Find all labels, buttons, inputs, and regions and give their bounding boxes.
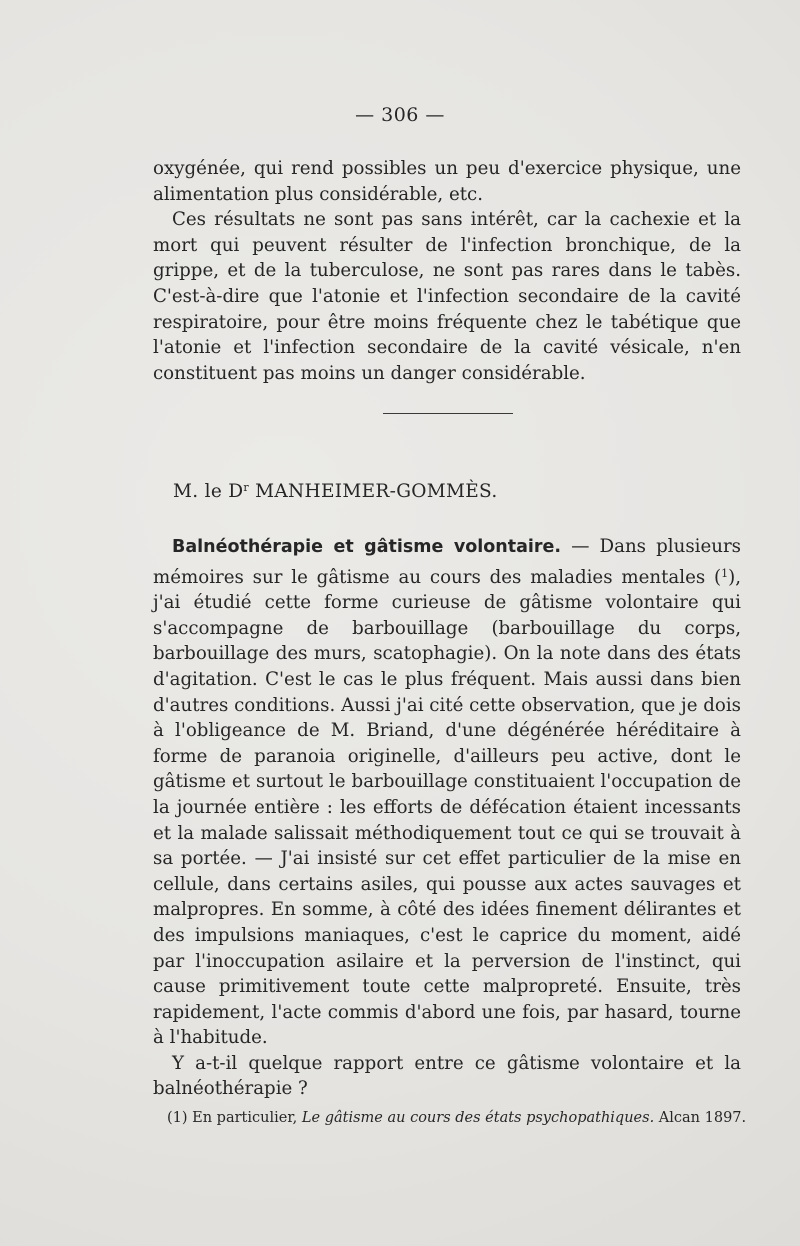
section-text-before-note: — Dans plusieurs mémoires sur le gâtisme au cours des maladies mentales (	[153, 536, 741, 588]
footnote	[167, 1108, 747, 1128]
section-divider	[383, 413, 513, 414]
continued-text-block	[153, 156, 741, 386]
paragraph-results: Ces résultats ne sont pas sans intérêt, car la cachexie et la mort qui peuvent résulter de l'infection bronchique, de la grippe, et de la tuberculose, ne sont pas rares dans le tabès. C'est-à-dire que l'atonie et l'infection secondaire de la cavité respiratoire, pour être moins fréquente chez le tabétique que l'atonie et l'infection secondaire de la cavité vésicale, n'en constituent pas moins un danger considérable.	[153, 209, 741, 384]
author-name: MANHEIMER-GOMMÈS.	[248, 481, 498, 502]
section-text-after-note: ), j'ai étudié cette forme curieuse de gâtisme volontaire qui s'accompagne de barbouillage (barbouillage du corps, barbouillage des murs, scatophagie). On la note dans des états d'agitation. C'est le cas le plus fréquent. Mais aussi dans bien d'autres conditions. Aussi j'ai cité cette observation, que je dois à l'obligeance de M. Briand, d'une dégénérée héréditaire à forme de paranoia originelle, d'ailleurs peu active, dont le gâtisme et surtout le barbouillage constituaient l'occupation de la journée entière : les efforts de défécation étaient incessants et la malade salissait méthodiquement tout ce qui se trouvait à sa portée. — J'ai insisté sur cet effet particulier de la mise en cellule, dans certains asiles, qui pousse aux actes sauvages et malpropres. En somme, à côté des idées finement délirantes et des impulsions maniaques, c'est le caprice du moment, aidé par l'inoccupation asilaire et la perversion de l'instinct, qui cause primitivement toute cette malpropreté. Ensuite, très rapidement, l'acte commis d'abord une fois, par hasard, tourne à l'habitude.	[153, 566, 741, 1049]
page-number: — 306 —	[355, 104, 445, 126]
section-text-block	[153, 534, 741, 1102]
author-prefix: M. le D	[173, 481, 244, 502]
footnote-title: Le gâtisme au cours des états psychopathiques.	[301, 1110, 655, 1126]
author-superscript: r	[243, 481, 249, 494]
paragraph-continued: oxygénée, qui rend possibles un peu d'exercice physique, une alimentation plus considérable, etc.	[153, 158, 741, 205]
footnote-reference: 1	[721, 566, 729, 580]
author-heading	[173, 481, 498, 502]
section-paragraph-2: Y a-t-il quelque rapport entre ce gâtisme volontaire et la balnéothérapie ?	[153, 1052, 741, 1100]
section-paragraph-1	[153, 534, 741, 1051]
footnote-publisher: Alcan 1897.	[654, 1110, 747, 1126]
section-title: Balnéothérapie et gâtisme volontaire.	[172, 537, 562, 557]
footnote-label: (1) En particulier,	[167, 1110, 302, 1126]
